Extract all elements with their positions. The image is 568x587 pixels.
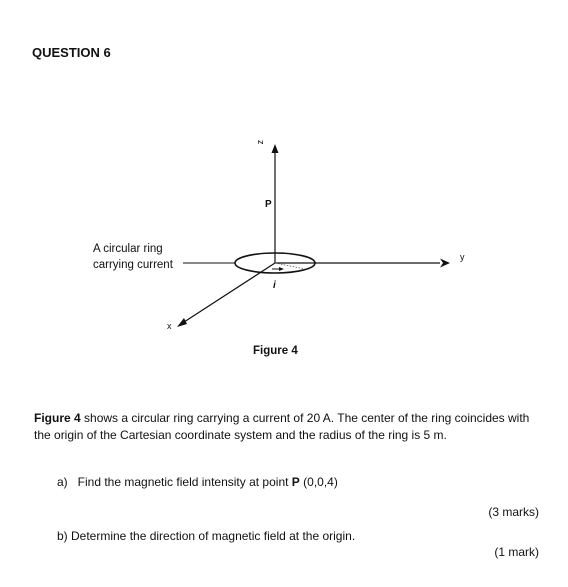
z-axis-label: z bbox=[256, 140, 266, 145]
question-body bbox=[34, 410, 544, 444]
part-a-point: P bbox=[291, 475, 300, 489]
question-title: QUESTION 6 bbox=[32, 45, 111, 60]
ring-label-line2: carrying current bbox=[93, 259, 173, 271]
y-axis-label: y bbox=[460, 252, 465, 262]
point-p-label: P bbox=[265, 199, 272, 210]
part-a-question bbox=[57, 475, 338, 489]
figure-caption: Figure 4 bbox=[253, 345, 298, 357]
x-axis-label: x bbox=[167, 321, 172, 331]
question-body-text: shows a circular ring carrying a current of 20 A. The center of the ring coincides with the origin of the Cartesian coordinate system and the radius of the ring is 5 m. bbox=[34, 411, 530, 442]
part-a-coords: (0,0,4) bbox=[299, 475, 338, 489]
part-b-question: b) Determine the direction of magnetic field at the origin. bbox=[57, 529, 356, 543]
figure-4-diagram bbox=[60, 130, 500, 370]
z-axis-arrowhead bbox=[272, 144, 279, 153]
part-a-prefix: a) Find the magnetic field intensity at point bbox=[57, 475, 292, 489]
ring-label-line1: A circular ring bbox=[93, 243, 163, 255]
figure-reference: Figure 4 bbox=[34, 411, 81, 425]
y-axis-arrowhead bbox=[440, 259, 450, 268]
x-axis-arrowhead bbox=[177, 318, 187, 327]
current-label: i bbox=[273, 280, 276, 291]
part-a-marks: (3 marks) bbox=[488, 505, 539, 519]
current-arrow-head bbox=[279, 267, 284, 271]
figure-svg bbox=[60, 130, 500, 370]
part-b-marks: (1 mark) bbox=[494, 545, 539, 559]
